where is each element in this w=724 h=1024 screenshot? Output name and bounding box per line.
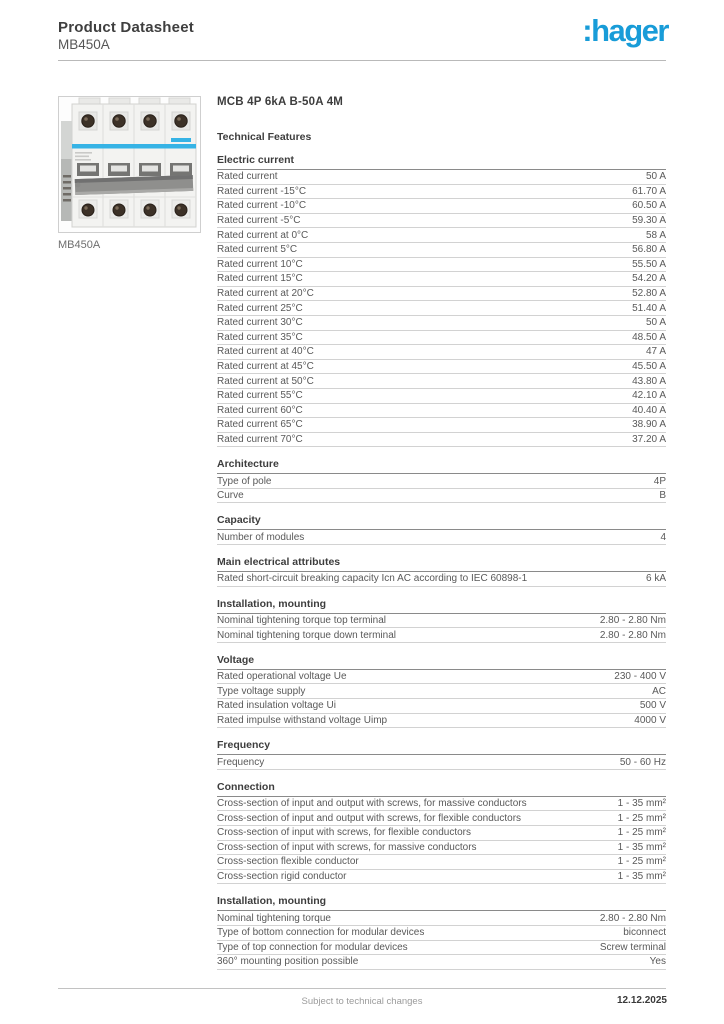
spec-row — [217, 811, 666, 826]
spec-value: 54.20 A — [632, 273, 666, 285]
technical-features-heading: Technical Features — [217, 131, 312, 143]
spec-section — [217, 655, 666, 728]
spec-label: Rated current 15°C — [217, 273, 303, 285]
spec-row — [217, 404, 666, 419]
spec-column — [217, 96, 666, 970]
spec-label: Rated current 30°C — [217, 317, 303, 329]
product-photo — [58, 96, 201, 233]
spec-row — [217, 374, 666, 389]
spec-row — [217, 243, 666, 258]
spec-label: Cross-section of input with screws, for massive conductors — [217, 841, 477, 853]
spec-row — [217, 755, 666, 770]
spec-row — [217, 258, 666, 273]
spec-value: 4000 V — [634, 714, 666, 726]
spec-label: Cross-section rigid conductor — [217, 871, 347, 883]
spec-value: 500 V — [639, 700, 666, 712]
spec-value: 59.30 A — [632, 215, 666, 227]
spec-label: Rated operational voltage Ue — [217, 671, 347, 683]
spec-label: Type of top connection for modular devices — [217, 941, 408, 953]
section-title: Capacity — [217, 515, 666, 530]
spec-label: Rated current 70°C — [217, 433, 303, 445]
spec-row — [217, 301, 666, 316]
product-photo-caption: MB450A — [58, 239, 101, 251]
footer-note: Subject to technical changes — [301, 996, 423, 1007]
spec-value: biconnect — [623, 927, 666, 939]
product-reference: MB450A — [58, 37, 110, 52]
spec-value: Yes — [649, 956, 666, 968]
spec-value: 61.70 A — [632, 185, 666, 197]
spec-value: 2.80 - 2.80 Nm — [599, 912, 666, 924]
spec-label: Nominal tightening torque down terminal — [217, 629, 396, 641]
spec-section — [217, 557, 666, 587]
page-title: Product Datasheet — [58, 19, 194, 36]
section-title: Connection — [217, 782, 666, 797]
spec-row — [217, 855, 666, 870]
section-title: Frequency — [217, 740, 666, 755]
spec-label: Rated impulse withstand voltage Uimp — [217, 714, 388, 726]
header-divider — [58, 60, 666, 61]
spec-value: 40.40 A — [632, 404, 666, 416]
hager-logo: :hager — [582, 13, 668, 48]
spec-value: 50 - 60 Hz — [619, 756, 666, 768]
spec-label: Type of pole — [217, 475, 272, 487]
spec-value: B — [659, 490, 666, 502]
spec-row — [217, 826, 666, 841]
spec-label: Type of bottom connection for modular devices — [217, 927, 425, 939]
spec-label: Curve — [217, 490, 244, 502]
spec-value: 51.40 A — [632, 302, 666, 314]
spec-value: 4 — [660, 531, 666, 543]
spec-label: Rated current 25°C — [217, 302, 303, 314]
spec-row — [217, 572, 666, 587]
spec-row — [217, 941, 666, 956]
spec-label: Rated current at 20°C — [217, 288, 314, 300]
spec-section — [217, 459, 666, 503]
spec-value: 45.50 A — [632, 361, 666, 373]
spec-row — [217, 926, 666, 941]
spec-row — [217, 418, 666, 433]
spec-row — [217, 911, 666, 926]
mcb-illustration — [59, 97, 200, 232]
spec-label: Rated current -15°C — [217, 185, 307, 197]
spec-row — [217, 530, 666, 545]
spec-label: Rated current 65°C — [217, 419, 303, 431]
spec-row — [217, 345, 666, 360]
spec-row — [217, 287, 666, 302]
spec-value: 47 A — [645, 346, 666, 358]
spec-row — [217, 797, 666, 812]
spec-row — [217, 684, 666, 699]
spec-label: Rated current 10°C — [217, 258, 303, 270]
spec-row — [217, 170, 666, 185]
spec-label: Rated current 5°C — [217, 244, 298, 256]
spec-section — [217, 155, 666, 447]
spec-label: Rated current at 45°C — [217, 361, 314, 373]
spec-value: 56.80 A — [632, 244, 666, 256]
spec-label: Rated insulation voltage Ui — [217, 700, 336, 712]
spec-value: 6 kA — [645, 573, 666, 585]
spec-label: Rated current -10°C — [217, 200, 307, 212]
spec-value: 1 - 25 mm² — [617, 827, 666, 839]
spec-row — [217, 489, 666, 504]
spec-label: Cross-section of input with screws, for flexible conductors — [217, 827, 471, 839]
footer-date: 12.12.2025 — [616, 995, 667, 1006]
spec-label: Rated current at 0°C — [217, 229, 309, 241]
spec-section — [217, 782, 666, 885]
section-title: Architecture — [217, 459, 666, 474]
spec-value: 48.50 A — [632, 331, 666, 343]
spec-section — [217, 599, 666, 643]
spec-row — [217, 870, 666, 885]
spec-label: Type voltage supply — [217, 685, 306, 697]
spec-row — [217, 389, 666, 404]
spec-value: AC — [652, 685, 666, 697]
spec-row — [217, 474, 666, 489]
spec-value: 52.80 A — [632, 288, 666, 300]
spec-label: Rated current 60°C — [217, 404, 303, 416]
product-title: MCB 4P 6kA B-50A 4M — [217, 96, 344, 108]
spec-value: 1 - 35 mm² — [617, 841, 666, 853]
spec-row — [217, 433, 666, 448]
spec-label: Rated current at 50°C — [217, 375, 314, 387]
spec-label: 360° mounting position possible — [217, 956, 359, 968]
spec-value: 50 A — [645, 317, 666, 329]
spec-value: 55.50 A — [632, 258, 666, 270]
spec-value: 60.50 A — [632, 200, 666, 212]
spec-label: Rated current — [217, 171, 278, 183]
spec-label: Nominal tightening torque top terminal — [217, 614, 386, 626]
spec-row — [217, 628, 666, 643]
section-title: Electric current — [217, 155, 666, 170]
spec-value: 4P — [653, 475, 666, 487]
spec-value: 42.10 A — [632, 390, 666, 402]
spec-value: 50 A — [645, 171, 666, 183]
footer-divider — [58, 988, 666, 989]
spec-label: Rated short-circuit breaking capacity Icn AC according to IEC 60898-1 — [217, 573, 528, 585]
spec-value: 38.90 A — [632, 419, 666, 431]
spec-value: 1 - 35 mm² — [617, 798, 666, 810]
spec-label: Number of modules — [217, 531, 305, 543]
spec-row — [217, 955, 666, 970]
spec-row — [217, 841, 666, 856]
spec-row — [217, 199, 666, 214]
spec-row — [217, 670, 666, 685]
spec-label: Rated current at 40°C — [217, 346, 314, 358]
spec-label: Rated current -5°C — [217, 215, 301, 227]
spec-section — [217, 740, 666, 770]
spec-value: 1 - 25 mm² — [617, 812, 666, 824]
spec-row — [217, 614, 666, 629]
spec-label: Nominal tightening torque — [217, 912, 331, 924]
spec-label: Rated current 55°C — [217, 390, 303, 402]
spec-row — [217, 699, 666, 714]
spec-label: Cross-section flexible conductor — [217, 856, 359, 868]
spec-value: 2.80 - 2.80 Nm — [599, 614, 666, 626]
spec-row — [217, 228, 666, 243]
spec-row — [217, 714, 666, 729]
section-title: Installation, mounting — [217, 599, 666, 614]
spec-row — [217, 360, 666, 375]
section-title: Main electrical attributes — [217, 557, 666, 572]
spec-row — [217, 214, 666, 229]
spec-value: 58 A — [645, 229, 666, 241]
doc-header — [58, 19, 194, 53]
section-title: Voltage — [217, 655, 666, 670]
spec-value: 2.80 - 2.80 Nm — [599, 629, 666, 641]
spec-value: 1 - 25 mm² — [617, 856, 666, 868]
spec-value: Screw terminal — [599, 941, 666, 953]
spec-label: Cross-section of input and output with screws, for massive conductors — [217, 798, 527, 810]
spec-label: Frequency — [217, 756, 265, 768]
spec-sections — [217, 155, 666, 970]
spec-value: 1 - 35 mm² — [617, 871, 666, 883]
spec-value: 37.20 A — [632, 433, 666, 445]
spec-label: Rated current 35°C — [217, 331, 303, 343]
spec-row — [217, 316, 666, 331]
spec-row — [217, 185, 666, 200]
spec-row — [217, 331, 666, 346]
spec-label: Cross-section of input and output with screws, for flexible conductors — [217, 812, 522, 824]
spec-value: 230 - 400 V — [614, 671, 666, 683]
section-title: Installation, mounting — [217, 896, 666, 911]
spec-value: 43.80 A — [632, 375, 666, 387]
spec-section — [217, 515, 666, 545]
spec-row — [217, 272, 666, 287]
spec-section — [217, 896, 666, 969]
